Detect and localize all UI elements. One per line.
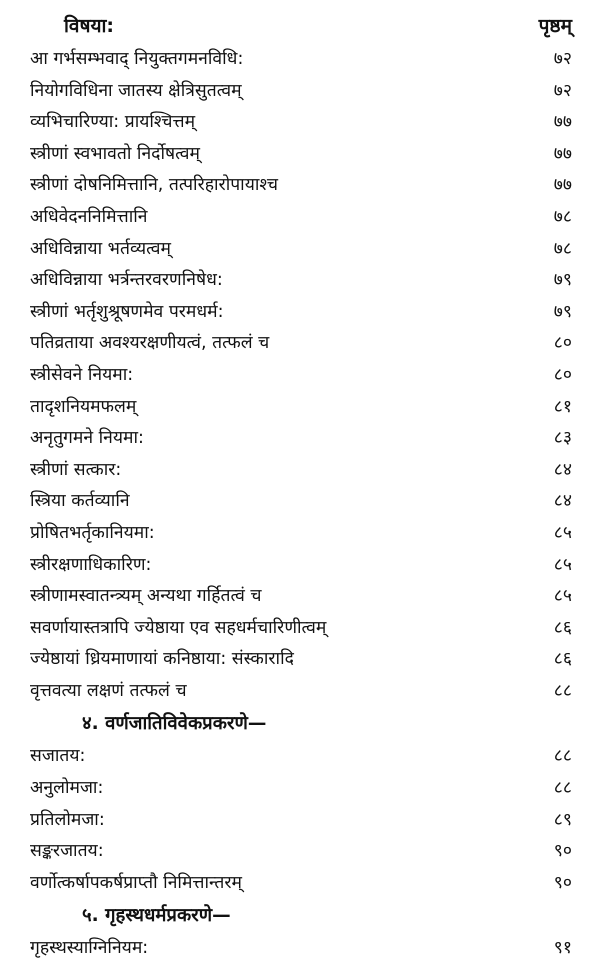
entry-label: अधिविन्नाया भर्तव्यत्वम् <box>30 238 171 259</box>
list-item <box>0 516 600 548</box>
entry-label: तादृशनियमफलम् <box>30 396 137 417</box>
list-item <box>0 579 600 611</box>
toc-list <box>0 42 600 963</box>
entry-page: ८८ <box>553 680 572 701</box>
entry-page: ८८ <box>553 746 572 767</box>
section-heading-4 <box>0 705 600 739</box>
entry-label: आ गर्भसम्भवाद् नियुक्तगमनविधि: <box>30 49 244 69</box>
list-item <box>0 484 600 516</box>
list-item <box>0 200 600 232</box>
entry-page: ८५ <box>553 554 572 575</box>
entry-label: प्रतिलोमजा: <box>30 809 105 830</box>
entry-page: ८४ <box>553 491 572 512</box>
entry-label: वृत्तवत्या लक्षणं तत्फलं च <box>30 680 187 701</box>
entry-page: ७२ <box>553 80 572 101</box>
list-item <box>0 358 600 390</box>
list-item <box>0 866 600 898</box>
entry-page: ८४ <box>553 459 572 480</box>
entry-label: अनुलोमजा: <box>30 778 104 799</box>
list-item <box>0 674 600 706</box>
entry-page: ८३ <box>553 428 572 449</box>
entry-label: अधिविन्नाया भर्त्रन्तरवरणनिषेध: <box>30 270 223 291</box>
list-item <box>0 168 600 200</box>
entry-label: पतिव्रताया अवश्यरक्षणीयत्वं, तत्फलं च <box>30 333 270 354</box>
entry-page: ८० <box>553 333 572 354</box>
list-item <box>0 834 600 866</box>
entry-page: ८५ <box>553 586 572 607</box>
list-item <box>0 611 600 643</box>
entry-label: वर्णोत्कर्षापकर्षप्राप्तौ निमित्तान्तरम् <box>30 872 243 893</box>
entry-label: सवर्णायास्तत्रापि ज्येष्ठाया एव सहधर्मचारिणीत्वम् <box>30 617 327 638</box>
entry-label: नियोगविधिना जातस्य क्षेत्रिसुतत्वम् <box>30 80 242 101</box>
subjects-heading: विषया: <box>64 15 115 37</box>
list-item <box>0 105 600 137</box>
entry-page: ७७ <box>553 175 572 196</box>
section-heading-5 <box>0 897 600 931</box>
list-item <box>0 548 600 580</box>
entry-label: प्रोषितभर्तृकानियमा: <box>30 522 155 543</box>
entry-label: स्त्रिया कर्तव्यानि <box>30 491 130 512</box>
section-title: ४. वर्णजातिविवेकप्रकरणे— <box>82 713 267 735</box>
entry-label: गृहस्थस्याग्निनियम: <box>30 938 149 959</box>
entry-page: ७८ <box>553 238 572 259</box>
entry-page: ८६ <box>553 617 572 638</box>
entry-page: ९० <box>553 872 572 893</box>
entry-page: ८६ <box>553 649 572 670</box>
entry-label: व्यभिचारिण्या: प्रायश्चित्तम् <box>30 112 196 133</box>
toc-header <box>0 8 600 42</box>
list-item <box>0 803 600 835</box>
list-item <box>0 263 600 295</box>
entry-label: सङ्करजातय: <box>30 841 104 862</box>
list-item <box>0 642 600 674</box>
list-item <box>0 739 600 771</box>
entry-page: ७७ <box>553 112 572 133</box>
entry-label: स्त्रीणां सत्कार: <box>30 459 122 480</box>
list-item <box>0 771 600 803</box>
entry-page: ७९ <box>553 270 572 291</box>
entry-page: ८१ <box>553 396 572 417</box>
entry-page: ८५ <box>553 522 572 543</box>
list-item <box>0 326 600 358</box>
entry-page: ८८ <box>553 778 572 799</box>
entry-page: ७७ <box>553 143 572 164</box>
entry-label: स्त्रीणां स्वभावतो निर्दोषत्वम् <box>30 143 200 164</box>
section-title: ५. गृहस्थधर्मप्रकरणे— <box>82 905 231 927</box>
list-item <box>0 232 600 264</box>
entry-label: स्त्रीणामस्वातन्त्र्यम् अन्यथा गर्हितत्वं च <box>30 586 262 607</box>
entry-page: ७९ <box>553 301 572 322</box>
entry-page: ७२ <box>553 49 572 69</box>
list-item <box>0 931 600 963</box>
entry-page: ८० <box>553 364 572 385</box>
entry-page: ९० <box>553 841 572 862</box>
entry-label: ज्येष्ठायां ध्रियमाणायां कनिष्ठाया: संस्कारादि <box>30 649 294 670</box>
entry-label: अनृतुगमने नियमा: <box>30 428 144 449</box>
list-item <box>0 390 600 422</box>
entry-page: ८९ <box>553 809 572 830</box>
list-item <box>0 137 600 169</box>
entry-page: ९१ <box>553 938 572 959</box>
entry-label: स्त्रीणां दोषनिमित्तानि, तत्परिहारोपायाश्च <box>30 175 278 196</box>
entry-label: अधिवेदननिमित्तानि <box>30 206 148 227</box>
entry-label: स्त्रीणां भर्तृशुश्रूषणमेव परमधर्म: <box>30 301 224 322</box>
page-heading: पृष्ठम् <box>538 15 572 37</box>
list-item <box>0 453 600 485</box>
list-item <box>0 295 600 327</box>
entry-label: स्त्रीसेवने नियमा: <box>30 364 134 385</box>
list-item <box>0 74 600 106</box>
entry-label: स्त्रीरक्षणाधिकारिण: <box>30 554 152 575</box>
entry-label: सजातय: <box>30 746 86 767</box>
entry-page: ७८ <box>553 206 572 227</box>
list-item <box>0 42 600 74</box>
list-item <box>0 421 600 453</box>
